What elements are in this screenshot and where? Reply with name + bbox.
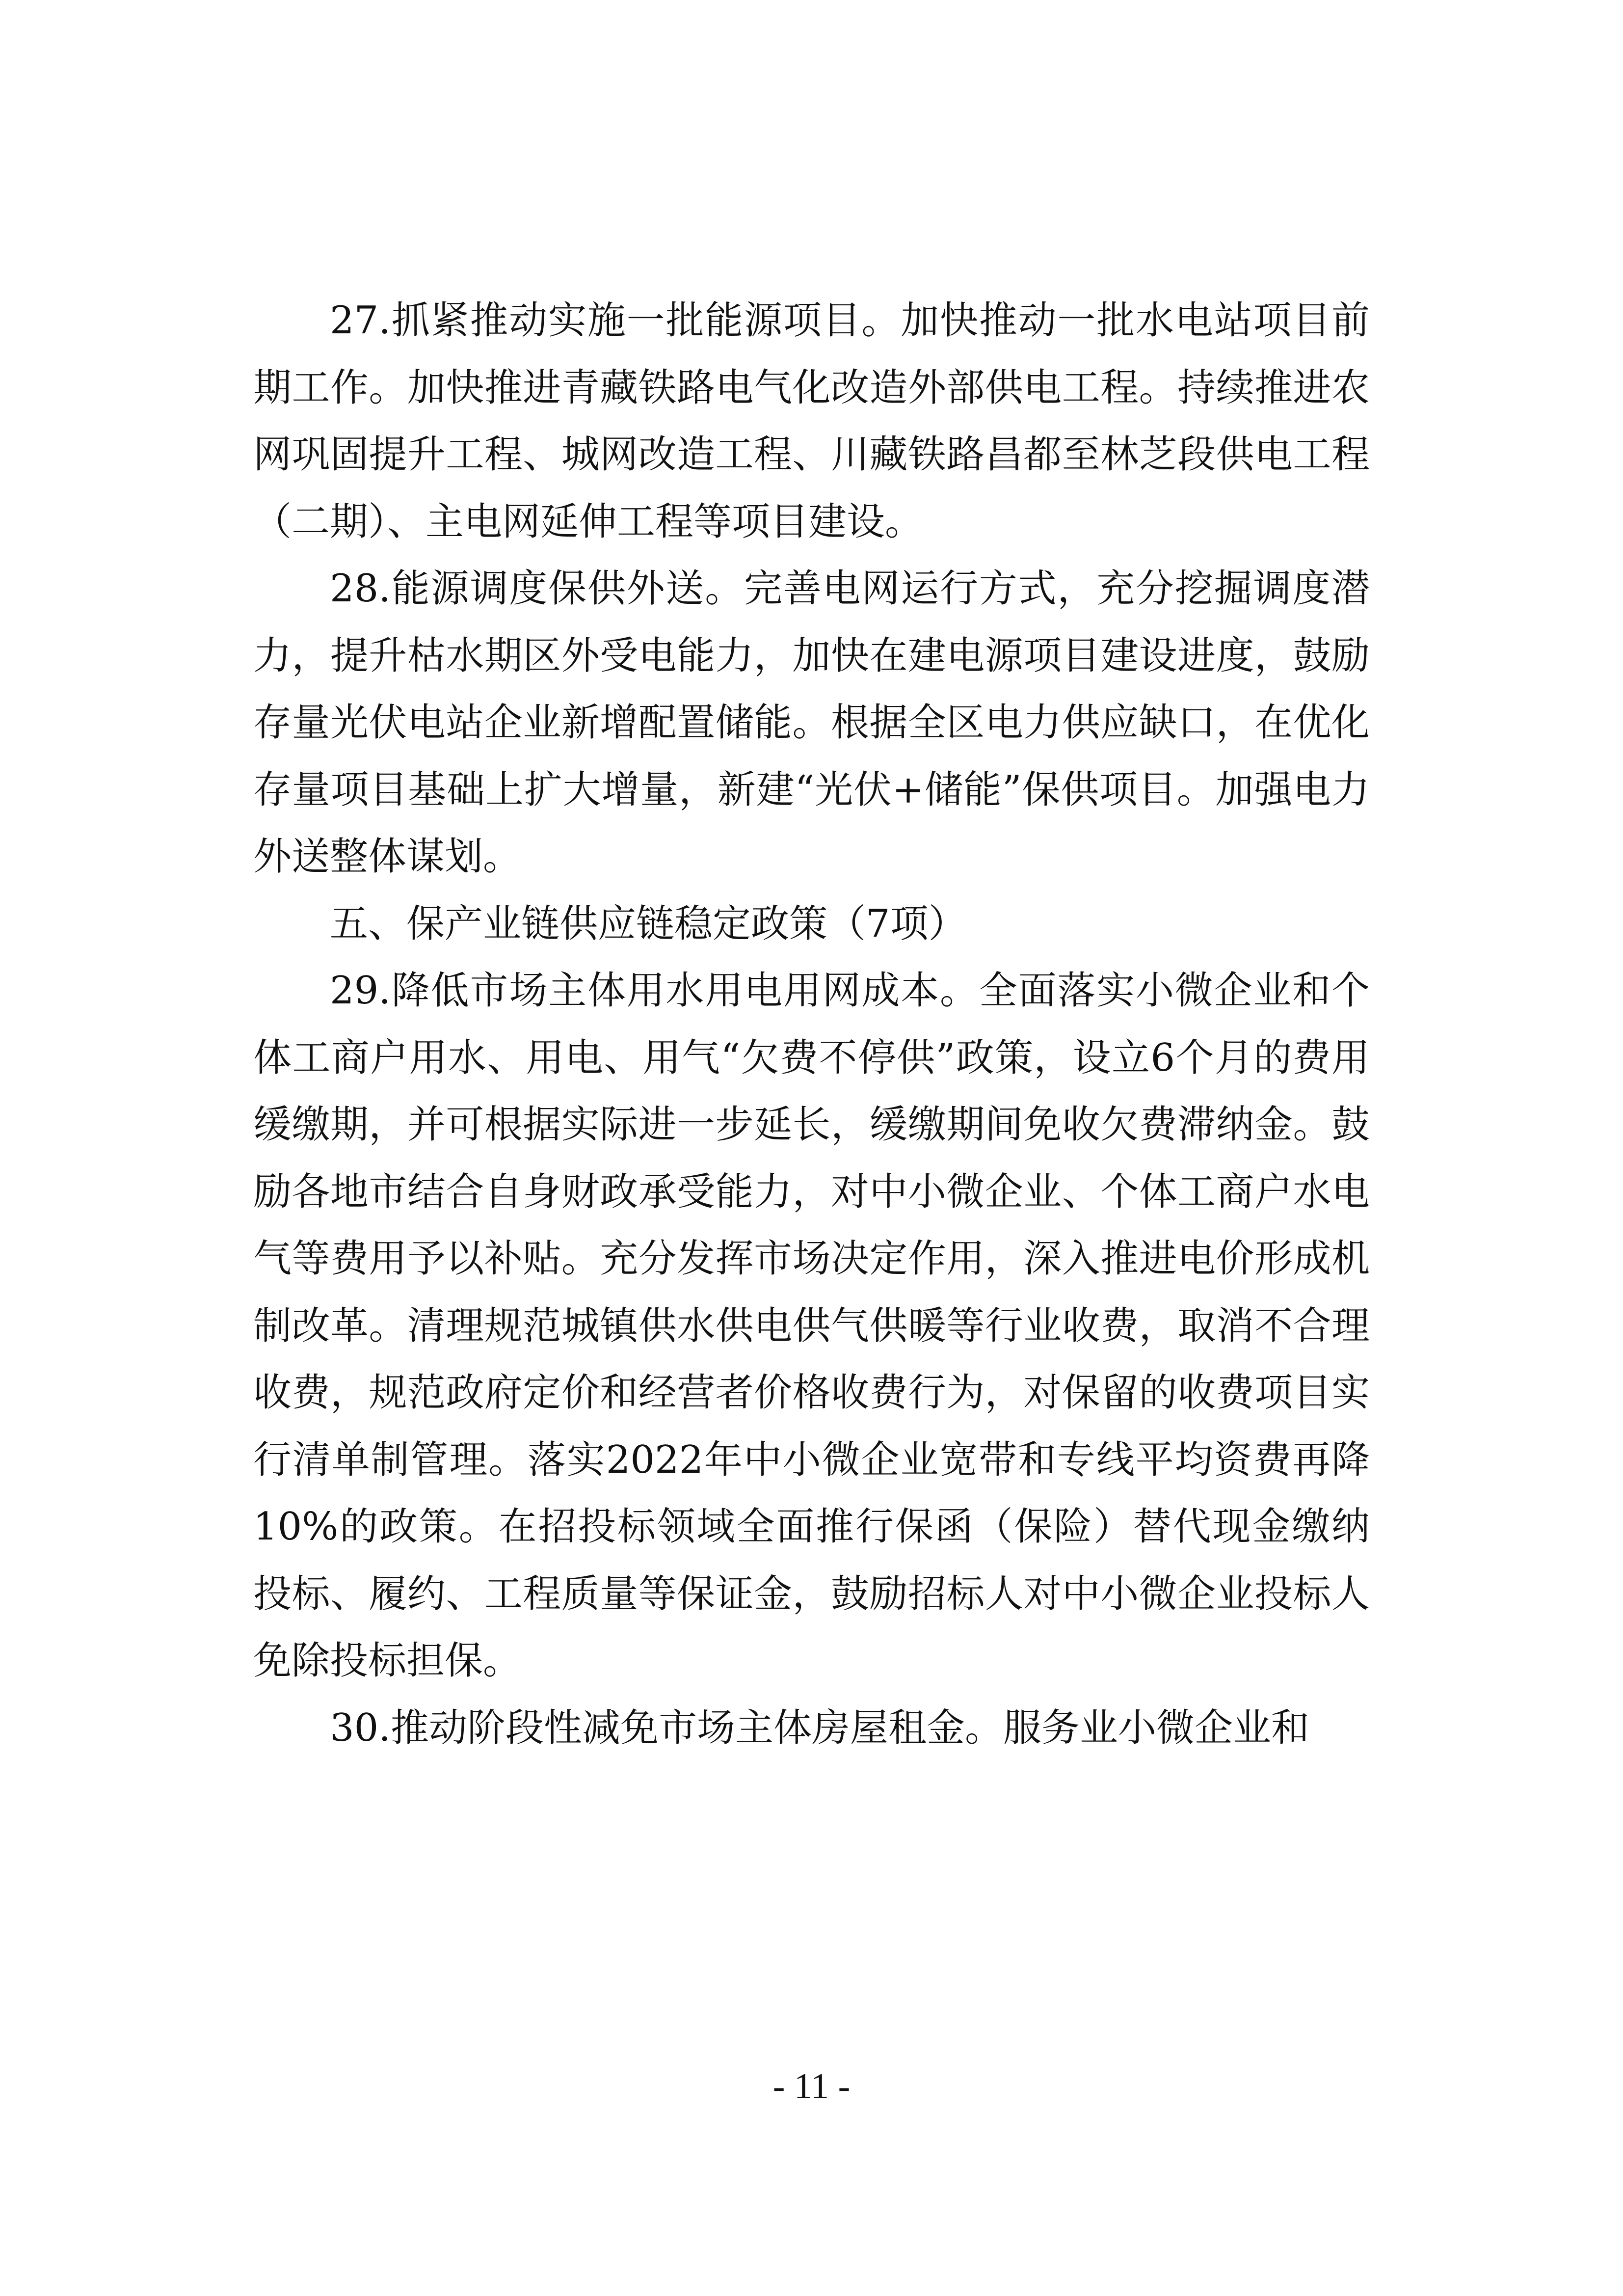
- section-heading-supply-chain: 五、保产业链供应链稳定政策（7项）: [330, 901, 967, 946]
- paragraph-30-rent-reduction: 30.推动阶段性减免市场主体房屋租金。服务业小微企业和: [330, 1705, 1310, 1750]
- page-number: - 11 -: [772, 2066, 851, 2107]
- paragraph-29-reduce-costs: 29.降低市场主体用水用电用网成本。全面落实小微企业和个体工商户用水、用电、用气“欠费不停供”政策，设立6个月的费用缓缴期，并可根据实际进一步延长，缓缴期间免收欠费滞纳金。鼓励各地市结合自身财政承受能力，对中小微企业、个体工商户水电气等费用予以补贴。充分发挥市场决定作用，深入推进电价形成机制改革。清理规范城镇供水供电供气供暖等行业收费，取消不合理收费，规范政府定价和经营者价格收费行为，对保留的收费项目实行清单制管理。落实2022年中小微企业宽带和专线平均资费再降10%的政策。在招投标领域全面推行保函（保险）替代现金缴纳投标、履约、工程质量等保证金，鼓励招标人对中小微企业投标人免除投标担保。: [253, 969, 1370, 1683]
- paragraph-28-energy-dispatch: 28.能源调度保供外送。完善电网运行方式，充分挖掘调度潜力，提升枯水期区外受电能力，加快在建电源项目建设进度，鼓励存量光伏电站企业新增配置储能。根据全区电力供应缺口，在优化存量项目基础上扩大增量，新建“光伏+储能”保供项目。加强电力外送整体谋划。: [253, 567, 1370, 879]
- body-text: [253, 287, 1370, 1761]
- paragraph-27-energy-projects: 27.抓紧推动实施一批能源项目。加快推动一批水电站项目前期工作。加快推进青藏铁路电气化改造外部供电工程。持续推进农网巩固提升工程、城网改造工程、川藏铁路昌都至林芝段供电工程（二期）、主电网延伸工程等项目建设。: [253, 298, 1370, 544]
